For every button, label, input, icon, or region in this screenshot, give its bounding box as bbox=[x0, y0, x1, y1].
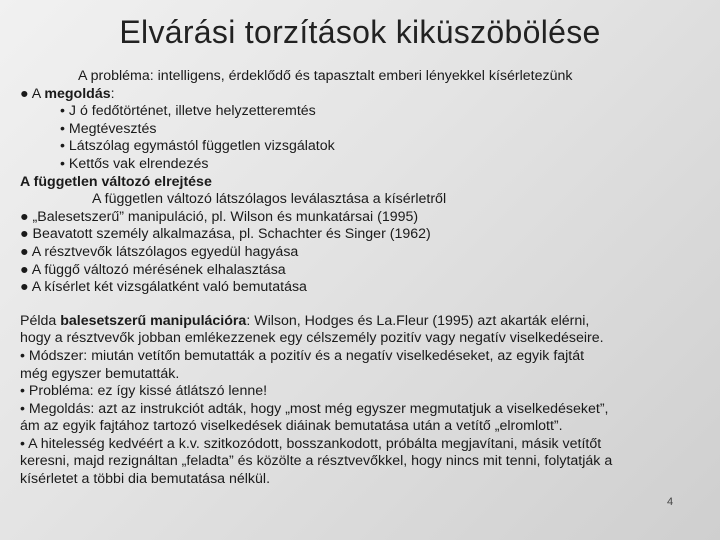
list-item: ● A kísérlet két vizsgálatként való bemutatása bbox=[20, 279, 307, 296]
list-item: ● „Balesetszerű” manipuláció, pl. Wilson és munkatársai (1995) bbox=[20, 208, 419, 225]
example-paragraph-line: • A hitelesség kedvéért a k.v. szitkozódott, bosszankodott, próbálta megjavítani, másik vetítőt bbox=[20, 435, 602, 452]
example-paragraph-line: ám az egyik fajtához tartozó viselkedések diáinak bemutatása után a vetítő „elromlott”. bbox=[20, 418, 563, 435]
solution-heading: ● A megoldás: bbox=[20, 85, 115, 102]
list-item: ● A függő változó mérésének elhalasztása bbox=[20, 261, 286, 278]
slide-number: 4 bbox=[667, 496, 674, 508]
example-paragraph-line: keresni, majd rezignáltan „feladta” és közölte a résztvevőkkel, hogy nincs mit tenni, folytatják a bbox=[20, 453, 613, 470]
list-item: ● Beavatott személy alkalmazása, pl. Schachter és Singer (1962) bbox=[20, 226, 431, 243]
example-paragraph-line: Példa balesetszerű manipulációra: Wilson, Hodges és La.Fleur (1995) azt akarták elérni, bbox=[20, 312, 590, 329]
example-paragraph-line: hogy a résztvevők jobban emlékezzenek egy célszemély pozitív vagy negatív viselkedéseire. bbox=[20, 330, 604, 347]
example-paragraph-line: még egyszer bemutatták. bbox=[20, 365, 180, 382]
intro-line: A probléma: intelligens, érdeklődő és tapasztalt emberi lényekkel kísérletezünk bbox=[78, 68, 573, 84]
section-subheading: A független változó látszólagos leválasztása a kísérletről bbox=[92, 191, 447, 208]
list-item: ● A résztvevők látszólagos egyedül hagyása bbox=[20, 243, 299, 260]
example-paragraph-line: kísérletet a többi dia bemutatása nélkül. bbox=[20, 471, 271, 488]
slide-body bbox=[20, 68, 710, 489]
example-paragraph-line: • Probléma: ez így kissé átlátszó lenne! bbox=[20, 383, 268, 400]
example-paragraph-line: • Megoldás: azt az instrukciót adták, hogy „most még egyszer megmutatjuk a viselkedéseket”, bbox=[20, 400, 609, 417]
section-heading: A független változó elrejtése bbox=[20, 173, 212, 190]
spacer bbox=[20, 297, 710, 313]
bullet-icon: ● bbox=[20, 85, 29, 102]
solution-item: • Kettős vak elrendezés bbox=[60, 155, 209, 172]
solution-item: • Megtévesztés bbox=[60, 120, 157, 137]
solution-item: • J ó fedőtörténet, illetve helyzetteremtés bbox=[60, 103, 316, 120]
example-paragraph-line: • Módszer: miután vetítőn bemutatták a pozitív és a negatív viselkedéseket, az egyik fajtát bbox=[20, 347, 585, 364]
solution-item: • Látszólag egymástól független vizsgálatok bbox=[60, 138, 335, 155]
slide-title: Elvárási torzítások kiküszöbölése bbox=[119, 14, 601, 50]
